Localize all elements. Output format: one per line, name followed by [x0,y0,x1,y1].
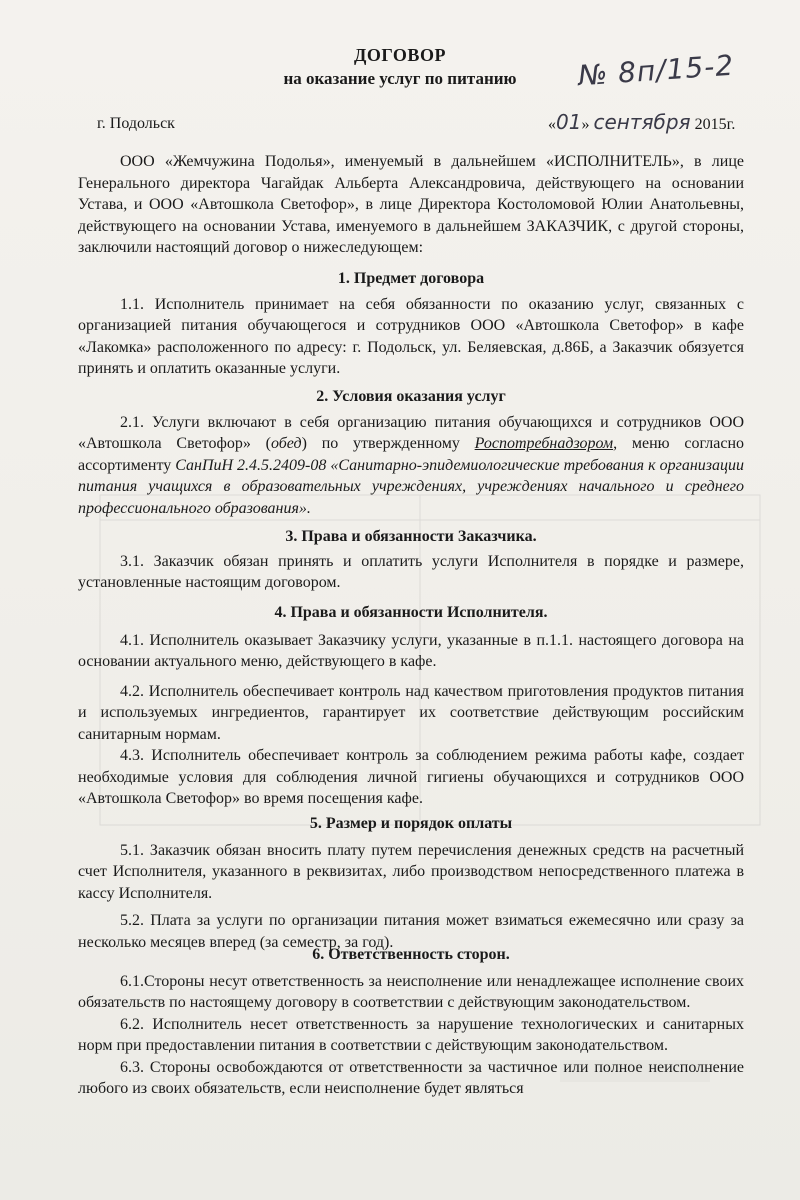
clause-4-1: 4.1. Исполнитель оказывает Заказчику услуги, указанные в п.1.1. настоящего договора на основании актуального меню, действующего в кафе. [78,631,744,670]
section-2-heading: 2. Условия оказания услуг [316,388,506,405]
clause-6-3: 6.3. Стороны освобождаются от ответственности за частичное или полное неисполнение любого из своих обязательств, если неисполнение будет являться [78,1058,744,1097]
clause-4-3: 4.3. Исполнитель обеспечивает контроль за соблюдением режима работы кафе, создает необходимые условия для соблюдения личной гигиены обучающихся и сотрудников ООО «Автошкола Светофор» во время посещения кафе. [78,747,744,807]
section-6-heading: 6. Ответственность сторон. [312,946,510,963]
clause-5-2: 5.2. Плата за услуги по организации питания может взиматься ежемесячно или сразу за несколько месяцев вперед (за семестр, за год). [78,912,744,951]
date-month: сентября [593,110,691,134]
handwritten-contract-number: № 8п/15-2 [577,48,736,93]
section-4-heading: 4. Права и обязанности Исполнителя. [274,604,548,621]
clause-3-1: 3.1. Заказчик обязан принять и оплатить услуги Исполнителя в порядке и размере, установленные настоящим договором. [78,552,744,591]
clause-5-1: 5.1. Заказчик обязан вносить плату путем перечисления денежных средств на расчетный счет Исполнителя, указанного в реквизитах, либо производством непосредственного платежа в кассу Исполнителя. [78,841,744,902]
clause-6-1: 6.1.Стороны несут ответственность за неисполнение или ненадлежащее исполнение своих обязательств по настоящему договору в соответствии с действующим законодательством. [78,972,744,1011]
intro-paragraph: ООО «Жемчужина Подолья», именуемый в дальнейшем «ИСПОЛНИТЕЛЬ», в лице Генерального директора Чагайдак Альберта Александровича, действующего на основании Устава, и ООО «Автошкола Светофор», в лице Директора Костоломовой Юлии Анатольевны, действующего на основании Устава, именуемого в дальнейшем ЗАКАЗЧИК, с другой стороны, заключили настоящий договор о нижеследующем: [78,153,744,256]
section-6 [78,944,744,1100]
section-1-heading: 1. Предмет договора [337,270,485,287]
clause-6-2: 6.2. Исполнитель несет ответственность за нарушение технологических и санитарных норм при предоставлении питания в соответствии с действующим законодательством. [78,1015,744,1054]
document-title: ДОГОВОР [354,45,446,65]
section-3-heading: 3. Права и обязанности Заказчика. [285,528,537,545]
section-5 [78,813,744,953]
section-3 [78,526,744,594]
date-year: 2015г. [694,116,736,133]
section-5-heading: 5. Размер и порядок оплаты [309,815,513,832]
section-1 [78,268,744,380]
date-close-quote: » [581,116,590,133]
date-open-quote: « [548,116,556,133]
section-4 [78,602,744,810]
clause-4-2: 4.2. Исполнитель обеспечивает контроль над качеством приготовления продуктов питания и используемых ингредиентов, гарантирует их соответствие действующим российским санитарным нормам. [78,682,744,743]
clause-1-1: 1.1. Исполнитель принимает на себя обязанности по оказанию услуг, связанных с организацией питания обучающегося и сотрудников ООО «Автошкола Светофор» в кафе «Лакомка» расположенного по адресу: г. Подольск, ул. Беляевская, д.86Б, а Заказчик обязуется принять и оплатить оказанные услуги. [78,295,744,377]
contract-date [548,110,735,134]
intro-block [78,151,744,259]
document-subtitle: на оказание услуг по питанию [283,69,517,88]
date-day: 01 [556,110,582,134]
section-2 [78,386,744,519]
city: г. Подольск [97,115,175,132]
clause-2-1: 2.1. Услуги включают в себя организацию питания обучающихся и сотрудников ООО «Автошкола Светофор» (обед) по утвержденному Роспотребнадзором, меню согласно ассортименту СанПиН 2.4.5.2409-08 «Санитарно-эпидемиологические требования к организации питания учащихся в образовательных учреждениях, учреждениях начального и среднего профессионального образования». [78,413,745,517]
